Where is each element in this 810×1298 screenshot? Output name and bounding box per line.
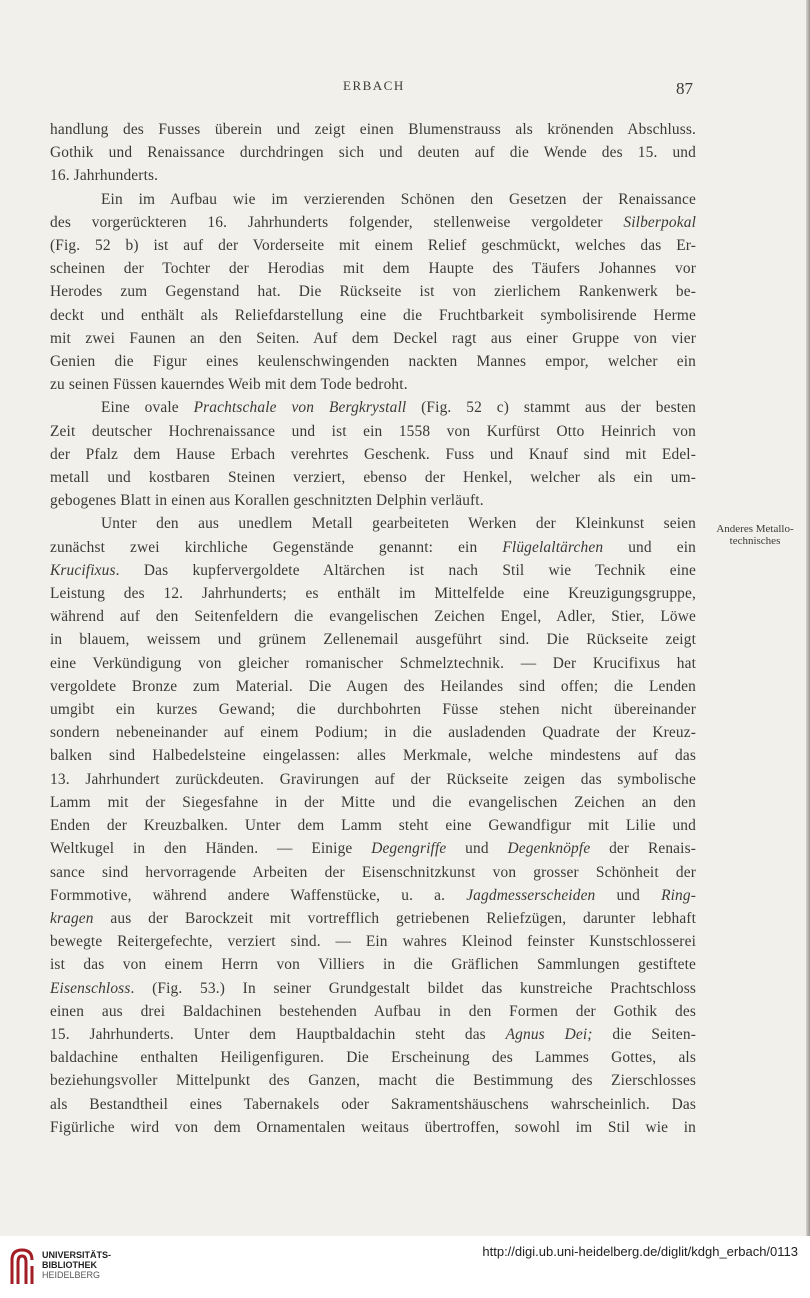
text-line: Lamm mit der Siegesfahne in der Mitte und die evangelischen Zeichen an den xyxy=(50,793,696,811)
text-line: gebogenes Blatt in einen aus Korallen geschnitzten Delphin verläuft. xyxy=(50,492,484,510)
text-line: zunächst zwei kirchliche Gegenstände genannt: ein Flügelaltärchen und ein xyxy=(50,538,696,556)
text-line: bewegte Reitergefechte, verziert sind. — Ein wahres Kleinod feinster Kunstschlosserei xyxy=(50,933,696,951)
page-number: 87 xyxy=(676,79,693,98)
text-line: einen aus drei Baldachinen bestehenden Aufbau in den Formen der Gothik des xyxy=(50,1002,696,1020)
term-degengriffe: Degengriffe xyxy=(371,840,447,858)
term-fluegelaltaerchen: Flügelaltärchen xyxy=(502,538,604,556)
text-line: deckt und enthält als Reliefdarstellung eine die Fruchtbarkeit symbolisirende Herme xyxy=(50,306,696,324)
text-line: handlung des Fusses überein und zeigt einen Blumenstrauss als krönenden Abschluss. xyxy=(50,121,696,138)
permalink[interactable]: http://digi.ub.uni-heidelberg.de/diglit/kdgh_erbach/0113 xyxy=(482,1244,798,1259)
text-line: sance sind hervorragende Arbeiten der Eisenschnitzkunst von grosser Schönheit der xyxy=(50,863,696,881)
margin-note: Anderes Metallo- technisches xyxy=(716,523,794,547)
text-line: Eisenschloss. (Fig. 53.) In seiner Grundgestalt bildet das kunstreiche Prachtschloss xyxy=(50,979,696,997)
term-eisenschloss: Eisenschloss xyxy=(50,979,131,997)
text-line: Enden der Kreuzbalken. Unter dem Lamm steht eine Gewandfigur mit Lilie und xyxy=(50,817,696,835)
text-line: während auf den Seitenfeldern die evangelischen Zeichen Engel, Adler, Stier, Löwe xyxy=(50,608,696,626)
body-text xyxy=(50,118,696,1139)
term-agnus-dei: Agnus Dei; xyxy=(505,1025,593,1043)
text-line: metall und kostbaren Steinen verziert, ebenso der Henkel, welcher als ein um- xyxy=(50,469,696,487)
term-ringkragen-2: kragen xyxy=(50,909,94,927)
text-line: kragen aus der Barockzeit mit vortrefflich getriebenen Reliefzügen, darunter lebhaft xyxy=(50,909,696,927)
term-krucifixus: Krucifixus xyxy=(50,561,116,579)
text-line: beziehungsvoller Mittelpunkt des Ganzen, macht die Bestimmung des Zierschlosses xyxy=(50,1072,696,1090)
text-line: umgibt ein kurzes Gewand; die durchbohrten Füsse stehen nicht übereinander xyxy=(50,701,696,719)
text-line: Ein im Aufbau wie im verzierenden Schönen den Gesetzen der Renaissance xyxy=(101,190,696,208)
text-line: ist das von einem Herrn von Villiers in die Gräflichen Sammlungen gestiftete xyxy=(50,956,696,974)
text-line: vergoldete Bronze zum Material. Die Augen des Heilandes sind offen; die Lenden xyxy=(50,677,696,695)
text-line: Unter den aus unedlem Metall gearbeiteten Werken der Kleinkunst seien xyxy=(101,515,696,533)
text-line: zu seinen Füssen kauerndes Weib mit dem Tode bedroht. xyxy=(50,376,408,394)
text-line: der Pfalz dem Hause Erbach verehrtes Geschenk. Fuss und Knauf sind mit Edel- xyxy=(50,445,696,463)
text-line: des vorgerückteren 16. Jahrhunderts folgender, stellenweise vergoldeter Silberpokal xyxy=(50,213,696,231)
text-line: eine Verkündigung von gleicher romanischer Schmelztechnik. — Der Krucifixus hat xyxy=(50,654,696,672)
text-line: als Bestandtheil eines Tabernakels oder Sakramentshäuschens wahrscheinlich. Das xyxy=(50,1095,696,1113)
text-line: scheinen der Tochter der Herodias mit dem Haupte des Täufers Johannes vor xyxy=(50,260,696,278)
text-line: Krucifixus. Das kupfervergoldete Altärchen ist nach Stil wie Technik eine xyxy=(50,561,696,579)
text-line: Figürliche wird von dem Ornamentalen weitaus übertroffen, sowohl im Stil wie in xyxy=(50,1118,696,1136)
text-line: Leistung des 12. Jahrhunderts; es enthält im Mittelfelde eine Kreuzigungsgruppe, xyxy=(50,585,696,603)
text-line: Herodes zum Gegenstand hat. Die Rückseite ist von zierlichem Rankenwerk be- xyxy=(50,283,696,301)
library-logo-text: UNIVERSITÄTS- BIBLIOTHEK HEIDELBERG xyxy=(42,1250,112,1280)
text-line: Genien die Figur eines keulenschwingenden nackten Mannes empor, welcher ein xyxy=(50,353,696,371)
text-line: 16. Jahrhunderts. xyxy=(50,167,159,185)
term-jagdmesserscheiden: Jagdmesserscheiden xyxy=(466,886,596,904)
text-line: (Fig. 52 b) ist auf der Vorderseite mit einem Relief geschmückt, welches das Er- xyxy=(50,237,696,255)
text-line: Weltkugel in den Händen. — Einige Degengriffe und Degenknöpfe der Renais- xyxy=(50,840,696,858)
text-line: sondern nebeneinander auf einem Podium; in die ausladenden Quadrate der Kreuz- xyxy=(50,724,696,742)
text-line: Gothik und Renaissance durchdringen sich und deuten auf die Wende des 15. und xyxy=(50,144,696,162)
term-silberpokal: Silberpokal xyxy=(623,213,696,231)
text-line: in blauem, weissem und grünem Zellenemail ausgeführt sind. Die Rückseite zeigt xyxy=(50,631,696,649)
text-line: mit zwei Faunen an den Seiten. Auf dem Deckel ragt aus einer Gruppe von vier xyxy=(50,329,696,347)
library-logo-icon xyxy=(8,1244,36,1288)
term-prachtschale: Prachtschale von Bergkrystall xyxy=(193,399,407,417)
term-ringkragen-1: Ring- xyxy=(661,886,696,904)
term-degenknoepfe: Degenknöpfe xyxy=(507,840,591,858)
text-line: Formmotive, während andere Waffenstücke, u. a. Jagdmesserscheiden und Ring- xyxy=(50,886,696,904)
text-line: 15. Jahrhunderts. Unter dem Hauptbaldachin steht das Agnus Dei; die Seiten- xyxy=(50,1025,696,1043)
text-line: Eine ovale Prachtschale von Bergkrystall (Fig. 52 c) stammt aus der besten xyxy=(101,399,696,417)
running-head: ERBACH xyxy=(343,78,405,93)
text-line: balken sind Halbedelsteine eingelassen: alles Merkmale, welche mindestens auf das xyxy=(50,747,696,765)
text-line: baldachine enthalten Heiligenfiguren. Die Erscheinung des Lammes Gottes, als xyxy=(50,1049,696,1067)
text-line: Zeit deutscher Hochrenaissance und ist ein 1558 von Kurfürst Otto Heinrich von xyxy=(50,422,696,440)
footer-bar xyxy=(0,1236,810,1298)
text-line: 13. Jahrhundert zurückdeuten. Gravirungen auf der Rückseite zeigen das symbolische xyxy=(50,770,696,788)
